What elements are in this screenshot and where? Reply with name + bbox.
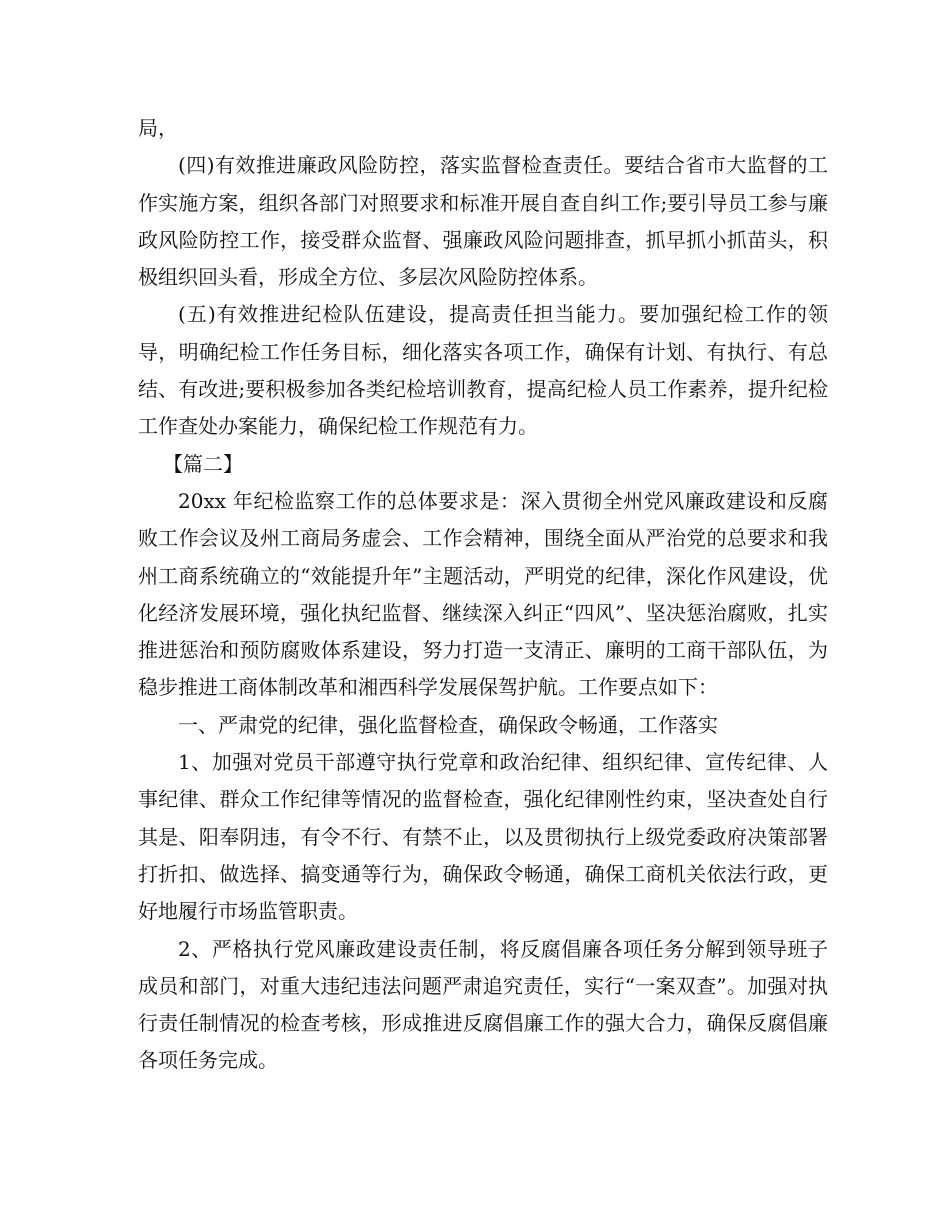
paragraph-item-1: 1、加强对党员干部遵守执行党章和政治纪律、组织纪律、宣传纪律、人事纪律、群众工作纪律等情况的监督检查，强化纪律刚性约束，坚决查处自行其是、阳奉阴违，有令不行、有禁不止，以及贯彻执行上级党委政府决策部署打折扣、做选择、搞变通等行为，确保政令畅通，确保工商机关依法行政，更好地履行市场监管职责。 [138, 750, 828, 924]
document-body [138, 110, 828, 1080]
paragraph-risk-prevention: (四)有效推进廉政风险防控，落实监督检查责任。要结合省市大监督的工作实施方案，组织各部门对照要求和标准开展自查自纠工作;要引导员工参与廉政风险防控工作，接受群众监督、强廉政风险问题排查，抓早抓小抓苗头，积极组织回头看，形成全方位、多层次风险防控体系。 [138, 153, 828, 290]
paragraph-point-one-title: 一、严肃党的纪律，强化监督检查，确保政令畅通，工作落实 [178, 712, 718, 737]
paragraph-item-2: 2、严格执行党风廉政建设责任制，将反腐倡廉各项任务分解到领导班子成员和部门，对重大违纪违法问题严肃追究责任，实行“一案双查”。加强对执行责任制情况的检查考核，形成推进反腐倡廉工作的强大合力，确保反腐倡廉各项任务完成。 [138, 936, 828, 1073]
paragraph-overall-requirements: 20xx 年纪检监察工作的总体要求是：深入贯彻全州党风廉政建设和反腐败工作会议及州工商局务虚会、工作会精神，围绕全面从严治党的总要求和我州工商系统确立的“效能提升年”主题活动，严明党的纪律，深化作风建设，优化经济发展环境，强化执纪监督、继续深入纠正“四风”、坚决惩治腐败，扎实推进惩治和预防腐败体系建设，努力打造一支清正、廉明的工商干部队伍，为稳步推进工商体制改革和湘西科学发展保驾护航。工作要点如下： [138, 488, 828, 700]
paragraph-team-building: (五)有效推进纪检队伍建设，提高责任担当能力。要加强纪检工作的领导，明确纪检工作任务目标，细化落实各项工作，确保有计划、有执行、有总结、有改进;要积极参加各类纪检培训教育，提高纪检人员工作素养，提升纪检工作查处办案能力，确保纪检工作规范有力。 [138, 302, 828, 439]
section-heading-part-two: 【篇二】 [163, 451, 243, 476]
paragraph-continuation: 局， [138, 116, 178, 140]
